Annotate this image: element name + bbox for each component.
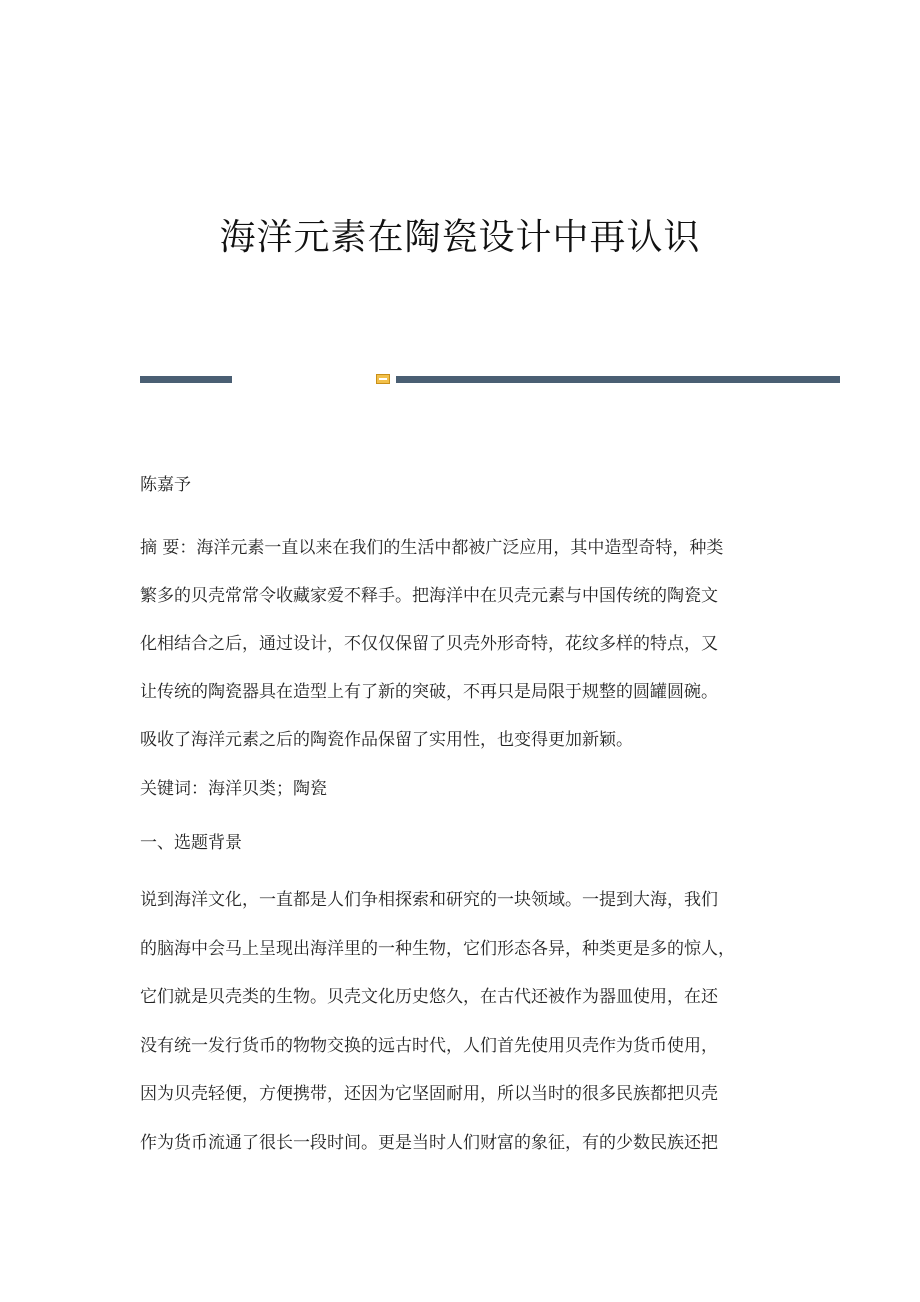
- body-paragraph: [140, 876, 780, 1167]
- body-line: 的脑海中会马上呈现出海洋里的一种生物，它们形态各异，种类更是多的惊人，: [140, 938, 735, 959]
- abstract-paragraph: [140, 524, 780, 764]
- body-line: 没有统一发行货币的物物交换的远古时代，人们首先使用贝壳作为货币使用，: [140, 1035, 718, 1056]
- section-heading: 一、选题背景: [140, 833, 242, 853]
- author-name: 陈嘉予: [140, 475, 191, 495]
- divider-right-segment: [396, 376, 840, 383]
- abstract-line: 吸收了海洋元素之后的陶瓷作品保留了实用性，也变得更加新颖。: [140, 730, 633, 750]
- divider-left-segment: [140, 376, 232, 383]
- body-line: 说到海洋文化，一直都是人们争相探索和研究的一块领域。一提到大海，我们: [140, 890, 718, 910]
- keywords-line: 关键词：海洋贝类；陶瓷: [140, 779, 327, 799]
- title-divider: [140, 374, 840, 384]
- abstract-line: 让传统的陶瓷器具在造型上有了新的突破，不再只是局限于规整的圆罐圆碗。: [140, 682, 718, 702]
- body-line: 它们就是贝壳类的生物。贝壳文化历史悠久，在古代还被作为器皿使用，在还: [140, 987, 718, 1007]
- body-line: 因为贝壳轻便，方便携带，还因为它坚固耐用，所以当时的很多民族都把贝壳: [140, 1084, 718, 1104]
- page-title: 海洋元素在陶瓷设计中再认识: [219, 217, 701, 258]
- abstract-line: 摘 要：海洋元素一直以来在我们的生活中都被广泛应用，其中造型奇特，种类: [140, 538, 724, 558]
- body-line: 作为货币流通了很长一段时间。更是当时人们财富的象征，有的少数民族还把: [140, 1132, 718, 1153]
- abstract-line: 化相结合之后，通过设计，不仅仅保留了贝壳外形奇特，花纹多样的特点，又: [140, 634, 718, 654]
- divider-ornament-icon: [376, 374, 390, 384]
- abstract-line: 繁多的贝壳常常令收藏家爱不释手。把海洋中在贝壳元素与中国传统的陶瓷文: [140, 586, 718, 606]
